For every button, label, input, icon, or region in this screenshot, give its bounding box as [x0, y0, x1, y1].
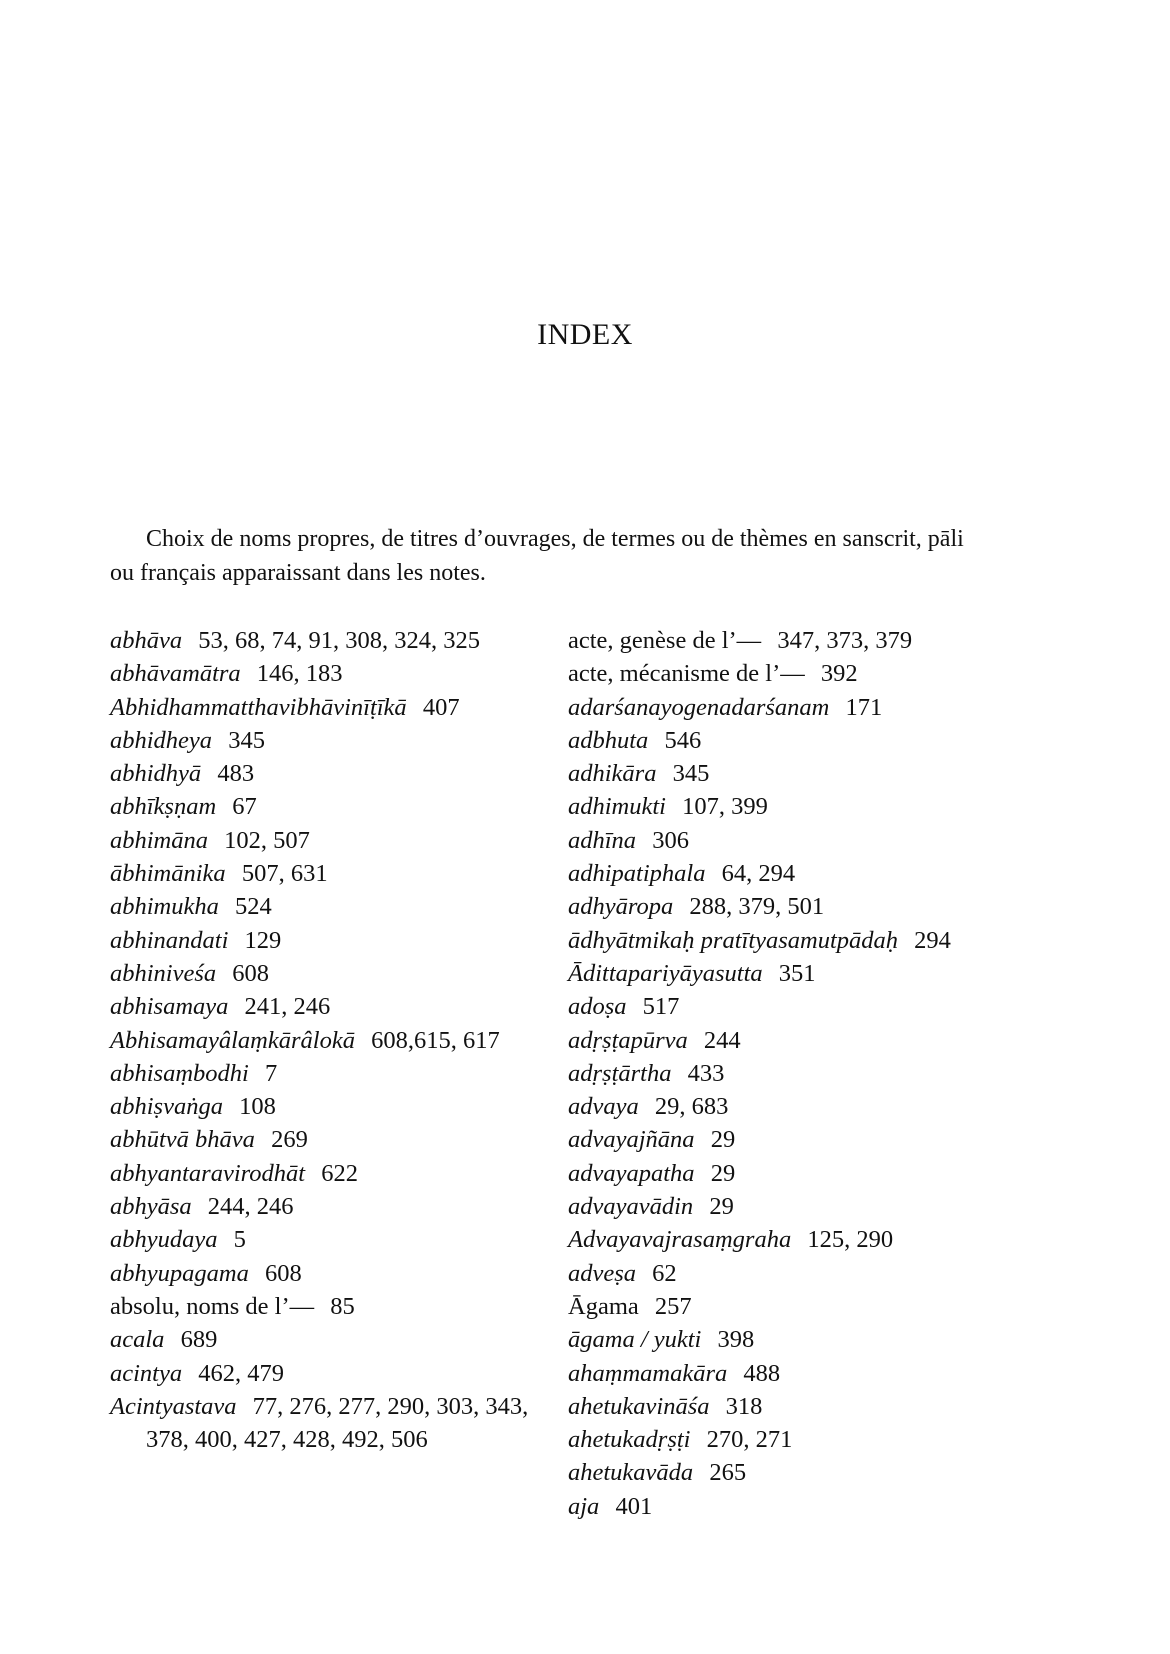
index-pages: 507, 631 — [241, 860, 328, 888]
index-entry — [568, 924, 988, 957]
index-term: adṛṣṭapūrva — [568, 1026, 688, 1054]
index-entry — [568, 757, 988, 790]
index-term: abhidheya — [110, 726, 213, 754]
index-entry — [568, 1157, 988, 1190]
index-pages: 398 — [717, 1326, 755, 1354]
index-entry — [568, 857, 988, 890]
index-term: abhisamaya — [110, 993, 229, 1021]
index-entry — [110, 624, 530, 657]
index-intro — [110, 522, 990, 590]
index-term: ahetukavināśa — [568, 1392, 710, 1420]
index-term: adhimukti — [568, 793, 666, 821]
index-term: ābhimānika — [110, 860, 226, 888]
index-pages: 351 — [778, 959, 816, 987]
index-entry — [568, 1257, 988, 1290]
index-term: acintya — [110, 1359, 183, 1387]
index-term: abhiniveśa — [110, 959, 217, 987]
index-pages: 29 — [710, 1159, 736, 1187]
index-term: abhāva — [110, 627, 183, 654]
index-column-right — [568, 624, 988, 1523]
index-entry — [568, 1357, 988, 1390]
index-term: adbhuta — [568, 726, 649, 754]
index-term: advayavādin — [568, 1193, 694, 1221]
index-pages: 244, 246 — [207, 1193, 294, 1221]
index-entry — [568, 1490, 988, 1523]
index-term: adhīna — [568, 826, 637, 854]
index-term: advaya — [568, 1093, 639, 1121]
index-term: āgama / yukti — [568, 1326, 702, 1354]
index-pages: 462, 479 — [198, 1359, 284, 1387]
index-pages: 77, 276, 277, 290, 303, 343, 378, 400, 427, 428, 492, 506 — [146, 1392, 529, 1454]
index-term: abhinandati — [110, 926, 229, 954]
index-term: advayapatha — [568, 1159, 695, 1187]
index-pages: 244 — [703, 1026, 741, 1054]
index-term: abhiṣvaṅga — [110, 1093, 223, 1121]
index-pages: 347, 373, 379 — [777, 627, 913, 654]
index-entry — [110, 1323, 530, 1356]
page-title: INDEX — [537, 318, 633, 351]
index-entry — [110, 1157, 530, 1190]
index-entry — [110, 790, 530, 823]
index-pages: 107, 399 — [682, 793, 768, 821]
index-pages: 102, 507 — [224, 826, 310, 854]
index-pages: 433 — [687, 1059, 725, 1087]
index-pages: 29, 683 — [654, 1093, 729, 1121]
index-pages: 483 — [217, 760, 255, 788]
index-term: adṛṣṭārtha — [568, 1059, 672, 1087]
index-pages: 29 — [709, 1193, 734, 1221]
index-term: abhāvamātra — [110, 660, 241, 688]
index-entry — [110, 990, 530, 1023]
index-term: Abhidhammatthavibhāvinīṭīkā — [110, 693, 407, 721]
index-entry — [568, 624, 988, 657]
index-entry — [110, 1123, 530, 1156]
index-entry — [110, 1357, 530, 1390]
index-entry — [110, 1190, 530, 1223]
index-entry — [110, 924, 530, 957]
index-entry — [568, 1090, 988, 1123]
index-pages: 67 — [232, 793, 257, 821]
index-term: ahaṃmamakāra — [568, 1359, 728, 1387]
index-pages: 306 — [652, 826, 689, 854]
index-entry — [110, 724, 530, 757]
index-entry — [110, 824, 530, 857]
index-pages: 294 — [914, 926, 951, 954]
index-term: Āgama — [568, 1292, 639, 1320]
index-term: abhūtvā bhāva — [110, 1126, 255, 1154]
index-term: abhimukha — [110, 893, 219, 921]
index-pages: 622 — [321, 1159, 358, 1187]
index-pages: 517 — [642, 993, 680, 1021]
index-pages: 7 — [264, 1059, 278, 1087]
index-pages: 62 — [652, 1259, 677, 1287]
index-entry — [568, 890, 988, 923]
index-term: abhyupagama — [110, 1259, 249, 1287]
index-pages: 85 — [330, 1292, 355, 1320]
index-pages: 524 — [235, 893, 272, 921]
index-pages: 345 — [672, 760, 710, 788]
index-term: abhidhyā — [110, 760, 202, 788]
index-term: abhyāsa — [110, 1193, 192, 1221]
index-term: acte, mécanisme de l’— — [568, 660, 805, 688]
index-entry — [110, 1257, 530, 1290]
index-entry — [568, 1323, 988, 1356]
index-term: abhīkṣṇam — [110, 793, 217, 821]
index-entry — [568, 824, 988, 857]
index-term: advayajñāna — [568, 1126, 695, 1154]
index-pages: 5 — [233, 1226, 246, 1254]
index-pages: 257 — [654, 1292, 692, 1320]
index-term: aja — [568, 1492, 600, 1520]
index-term: adveṣa — [568, 1259, 637, 1287]
index-column-left — [110, 624, 530, 1456]
index-entry — [110, 1390, 530, 1457]
index-pages: 401 — [615, 1492, 653, 1520]
index-pages: 488 — [743, 1359, 781, 1387]
index-term: adarśanayogenadarśanam — [568, 693, 830, 721]
index-entry — [568, 957, 988, 990]
index-pages: 129 — [244, 926, 282, 954]
index-term: ahetukavāda — [568, 1459, 694, 1487]
index-entry — [568, 1423, 988, 1456]
index-entry — [568, 1123, 988, 1156]
index-pages: 171 — [845, 693, 883, 721]
index-term: acte, genèse de l’— — [568, 627, 762, 654]
index-entry — [110, 691, 530, 724]
index-pages: 392 — [820, 660, 858, 688]
index-pages: 608 — [264, 1259, 302, 1287]
index-pages: 608,615, 617 — [371, 1026, 500, 1054]
index-pages: 53, 68, 74, 91, 308, 324, 325 — [198, 627, 480, 654]
index-entry — [110, 1024, 530, 1057]
index-pages: 270, 271 — [706, 1426, 793, 1454]
index-pages: 288, 379, 501 — [689, 893, 825, 921]
index-term: adhyāropa — [568, 893, 674, 921]
index-entry — [110, 857, 530, 890]
index-pages: 689 — [180, 1326, 218, 1354]
index-entry — [110, 890, 530, 923]
index-pages: 241, 246 — [244, 993, 331, 1021]
index-pages: 608 — [232, 959, 270, 987]
index-pages: 407 — [422, 693, 460, 721]
index-term: adhikāra — [568, 760, 657, 788]
index-entry — [568, 1190, 988, 1223]
index-term: Acintyastava — [110, 1392, 237, 1420]
index-pages: 546 — [664, 726, 702, 754]
index-entry — [568, 1390, 988, 1423]
index-pages: 125, 290 — [807, 1226, 894, 1254]
index-term: adhipatiphala — [568, 860, 706, 888]
index-term: abhimāna — [110, 826, 208, 854]
index-entry — [568, 1290, 988, 1323]
index-pages: 345 — [228, 726, 265, 754]
index-term: adoṣa — [568, 993, 627, 1021]
index-pages: 269 — [271, 1126, 308, 1154]
index-term: abhyantaravirodhāt — [110, 1159, 306, 1187]
index-term: Advayavajrasaṃgraha — [568, 1226, 792, 1254]
index-pages: 64, 294 — [721, 860, 796, 888]
index-pages: 318 — [725, 1392, 763, 1420]
index-pages: 29 — [710, 1126, 736, 1154]
index-pages: 146, 183 — [256, 660, 343, 688]
index-term: abhisaṃbodhi — [110, 1059, 249, 1087]
index-entry — [568, 657, 988, 690]
index-pages: 108 — [239, 1093, 276, 1121]
index-term: ahetukadṛṣṭi — [568, 1426, 691, 1454]
index-entry — [568, 1024, 988, 1057]
index-term: abhyudaya — [110, 1226, 218, 1254]
index-entry — [568, 1057, 988, 1090]
index-entry — [568, 790, 988, 823]
intro-text: Choix de noms propres, de titres d’ouvrages, de termes ou de thèmes en sanscrit, pāli ou français apparaissant dans les notes. — [110, 526, 964, 586]
index-entry — [110, 1223, 530, 1256]
index-term: Abhisamayâlaṃkārâlokā — [110, 1026, 355, 1054]
index-entry — [568, 691, 988, 724]
index-entry — [110, 657, 530, 690]
index-entry — [568, 990, 988, 1023]
index-pages: 265 — [709, 1459, 747, 1487]
index-entry — [110, 1290, 530, 1323]
index-entry — [568, 1223, 988, 1256]
index-term: Ādittapariyāyasutta — [568, 959, 763, 987]
index-entry — [110, 957, 530, 990]
index-term: ādhyātmikaḥ pratītyasamutpādaḥ — [568, 926, 899, 954]
index-entry — [110, 757, 530, 790]
index-entry — [110, 1057, 530, 1090]
index-entry — [110, 1090, 530, 1123]
index-term: acala — [110, 1326, 165, 1354]
index-term: absolu, noms de l’— — [110, 1292, 315, 1320]
index-entry — [568, 1456, 988, 1489]
index-entry — [568, 724, 988, 757]
